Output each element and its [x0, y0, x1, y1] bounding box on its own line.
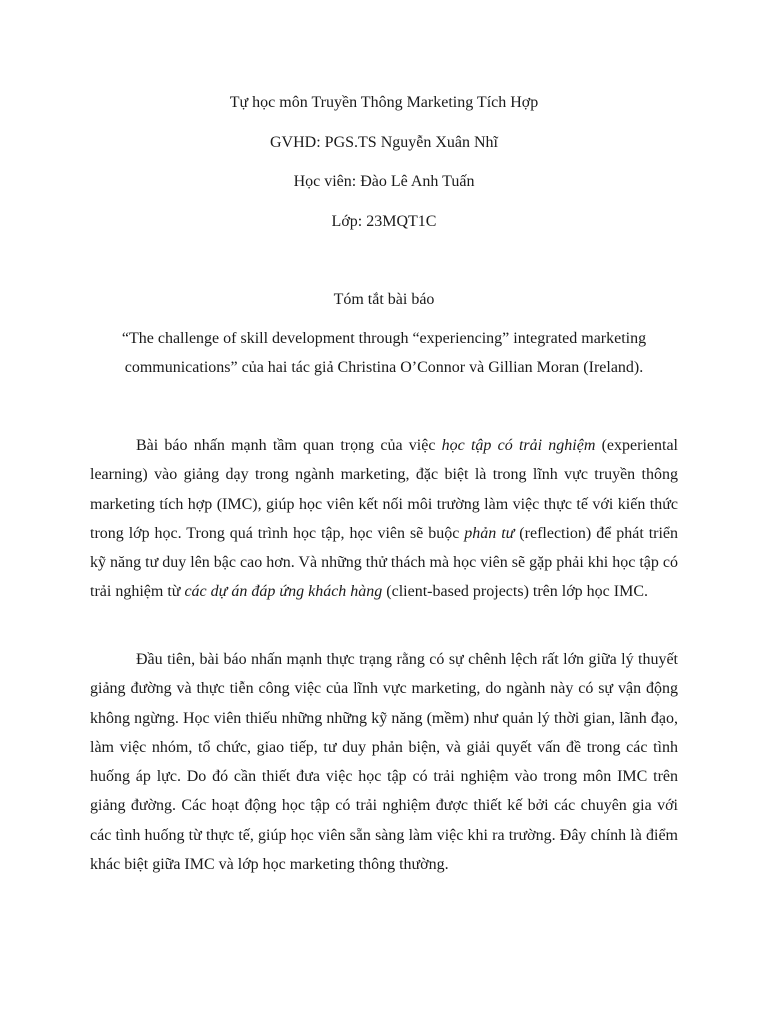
paragraph-1-part-4: (client-based projects) trên lớp học IMC. [382, 583, 649, 601]
paragraph-1-emphasis-2: phản tư [464, 524, 515, 542]
article-title-line-2: communications” của hai tác giả Christina O’Connor và Gillian Moran (Ireland). [124, 359, 644, 376]
paragraph-1-emphasis-1: học tập có trải nghiệm [441, 437, 596, 454]
summary-heading: Tóm tắt bài báo [333, 291, 435, 308]
paragraph-2: Đầu tiên, bài báo nhấn mạnh thực trạng rằng có sự chênh lệch rất lớn giữa lý thuyết giảng đường và thực tiễn công việc của lĩnh vực marketing, do ngành này có sự vận động không ngừng. Học viên thiếu những những kỹ năng (mềm) như quản lý thời gian, lãnh đạo, làm việc nhóm, tổ chức, giao tiếp, tư duy phản biện, và giải quyết vấn đề trong các tình huống áp lực. Do đó cần thiết đưa việc học tập có trải nghiệm vào trong môn IMC trên giảng đường. Các hoạt động học tập có trải nghiệm được thiết kế bởi các chuyên gia với các tình huống từ thực tế, giúp học viên sẵn sàng làm việc khi ra trường. Đây chính là điểm khác biệt giữa IMC và lớp học marketing thông thường. [90, 651, 678, 874]
paragraph-1 [90, 431, 678, 607]
student-line: Học viên: Đào Lê Anh Tuấn [293, 173, 475, 190]
paragraph-1-emphasis-3: các dự án đáp ứng khách hàng [184, 583, 383, 601]
paragraph-1-part-3: (reflection) để phát triển kỹ năng tư duy lên bậc cao hơn. Và những thử thách mà học viên sẽ gặp phải khi học tập có trải nghiệm từ [90, 524, 679, 601]
paragraph-1-part-2: (experiental learning) vào giảng dạy trong ngành marketing, đặc biệt là trong lĩnh vực truyền thông marketing tích hợp (IMC), giúp học viên kết nối môi trường làm việc thực tế với kiến thức trong lớp học. Trong quá trình học tập, học viên sẽ buộc [90, 437, 678, 542]
instructor-line: GVHD: PGS.TS Nguyễn Xuân Nhĩ [270, 134, 498, 151]
paragraph-1-part-1: Bài báo nhấn mạnh tầm quan trọng của việc [136, 437, 442, 454]
course-title: Tự học môn Truyền Thông Marketing Tích Hợp [229, 94, 539, 111]
article-title-line-1: “The challenge of skill development through “experiencing” integrated marketing [121, 330, 647, 347]
class-line: Lớp: 23MQT1C [331, 213, 437, 230]
